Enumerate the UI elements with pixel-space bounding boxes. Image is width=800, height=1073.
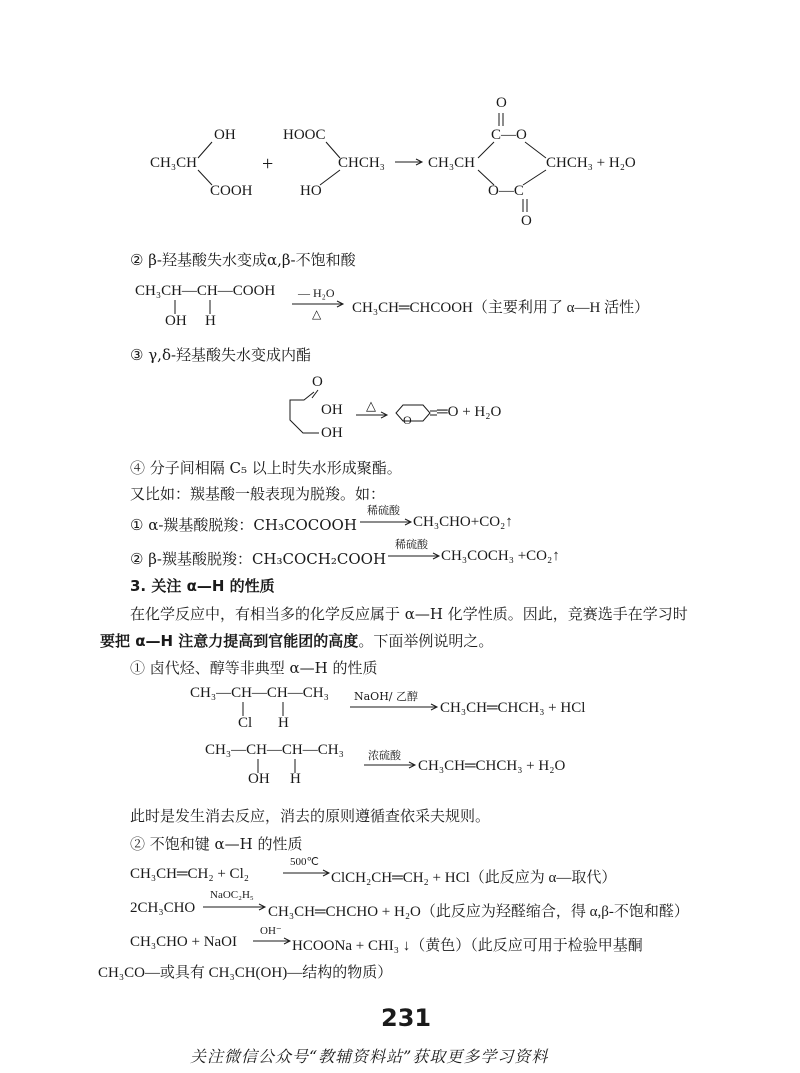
section-decarboxylation: 又比如：羰基酸一般表现为脱羧。如： xyxy=(130,485,386,503)
page-number: 231 xyxy=(381,1004,432,1032)
alc-oh: OH xyxy=(248,771,270,787)
r2-main: CHCH₃ xyxy=(338,155,385,171)
lactone-o-eq: ═O + H₂O xyxy=(437,404,502,420)
halo-cl: Cl xyxy=(238,715,253,731)
lactone-oh2: OH xyxy=(321,425,343,441)
lactone-cond: △ xyxy=(366,398,376,413)
section-beta-hydroxy: ② β-羟基酸失水变成α,β-不饱和酸 xyxy=(130,251,356,269)
alc-product: CH₃CH═CHCH₃ + H₂O xyxy=(418,758,566,774)
alpha-decarb-lhs: ① α-羰基酸脱羧：CH₃COCOOH xyxy=(130,516,357,534)
p-c-o: C—O xyxy=(491,127,527,143)
unsat2-cond: NaOC₂H₅ xyxy=(210,889,254,901)
beta-decarb-lhs: ② β-羰基酸脱羧：CH₃COCH₂COOH xyxy=(130,550,387,568)
unsat3-cond: OH⁻ xyxy=(260,925,282,937)
heading-alpha-h: 3. 关注 α—H 的性质 xyxy=(130,577,275,595)
r1-main: CH₃CH xyxy=(150,155,197,171)
beta-decarb-cond: 稀硫酸 xyxy=(395,538,428,551)
unsat1-cond: 500℃ xyxy=(290,856,319,868)
lactone-ring-o: O xyxy=(403,413,412,427)
unsat1-lhs: CH₃CH═CH₂ + Cl₂ xyxy=(130,866,249,882)
bond-r1-oh xyxy=(198,142,212,158)
bond-r2-hooc xyxy=(326,142,340,158)
r2-hooc: HOOC xyxy=(283,127,326,143)
lactone-o-top: O xyxy=(312,374,323,390)
footer-watermark: 关注微信公众号“教辅资料站”获取更多学习资料 xyxy=(190,1047,549,1066)
bond-ring-4 xyxy=(523,170,546,185)
beta-decarb-rhs: CH₃COCH₃ +CO₂↑ xyxy=(441,548,560,564)
p-o-bottom: O xyxy=(521,213,532,229)
alpha-decarb-cond: 稀硫酸 xyxy=(367,504,400,517)
lactone-ring xyxy=(396,405,430,421)
section-gamma-delta: ③ γ,δ-羟基酸失水变成内酯 xyxy=(130,346,312,364)
paragraph-alpha-h-2-rest: 。下面举例说明之。 xyxy=(358,632,494,650)
bond-acid-co xyxy=(312,390,318,398)
unsat3-lhs: CH₃CHO + NaOI xyxy=(130,934,238,950)
paragraph-elimination: 此时是发生消去反应，消去的原则遵循查依采夫规则。 xyxy=(130,807,491,825)
alpha-decarb-rhs: CH₃CHO+CO₂↑ xyxy=(413,514,513,530)
beta-chain: CH₃CH—CH—COOH xyxy=(135,283,276,299)
unsat3-rhs: HCOONa + CHI₃ ↓（黄色）（此反应可用于检验甲基酮 xyxy=(292,938,643,954)
bond-ring-3 xyxy=(478,170,494,185)
beta-product: CH₃CH═CHCOOH（主要利用了 α—H 活性） xyxy=(352,300,650,316)
r1-oh: OH xyxy=(214,127,236,143)
r1-cooh: COOH xyxy=(210,183,253,199)
paragraph-alpha-h-2-bold: 要把 α—H 注意力提高到官能团的高度 xyxy=(100,632,359,650)
alc-cond: 浓硫酸 xyxy=(368,749,401,762)
beta-oh: OH xyxy=(165,313,187,329)
alc-chain: CH₃—CH—CH—CH₃ xyxy=(205,742,344,758)
bond-r2-ho xyxy=(320,170,340,185)
section-haloalkane: ① 卤代烃、醇等非典型 α—H 的性质 xyxy=(130,659,378,677)
beta-cond-bottom: △ xyxy=(312,307,322,321)
r2-ho: HO xyxy=(300,183,322,199)
unsat1-rhs: ClCH₂CH═CH₂ + HCl（此反应为 α—取代） xyxy=(331,870,617,886)
beta-h: H xyxy=(205,313,216,329)
bond-ring-1 xyxy=(478,142,494,158)
alc-h: H xyxy=(290,771,301,787)
halo-product: CH₃CH═CHCH₃ + HCl xyxy=(440,700,586,716)
beta-cond-top: — H₂O xyxy=(298,286,335,300)
lactone-oh1: OH xyxy=(321,402,343,418)
unsat2-rhs: CH₃CH═CHCHO + H₂O（此反应为羟醛缩合，得 α,β-不饱和醛） xyxy=(268,904,689,920)
section-polyester: ④ 分子间相隔 C₅ 以上时失水形成聚酯。 xyxy=(130,459,402,477)
paragraph-alpha-h-1: 在化学反应中，有相当多的化学反应属于 α—H 化学性质。因此，竞赛选手在学习时 xyxy=(130,605,688,623)
section-unsaturated: ② 不饱和键 α—H 的性质 xyxy=(130,835,303,853)
halo-h: H xyxy=(278,715,289,731)
bond-ring-2 xyxy=(525,142,546,158)
p-o-c: O—C xyxy=(488,183,524,199)
hydroxy-acid-chain xyxy=(290,392,319,433)
p-right: CHCH₃ + H₂O xyxy=(546,155,636,171)
bond-r1-cooh xyxy=(198,170,212,185)
halo-cond: NaOH/ 乙醇 xyxy=(354,690,418,703)
p-o-top: O xyxy=(496,95,507,111)
p-left: CH₃CH xyxy=(428,155,475,171)
plus-sign: + xyxy=(262,153,274,175)
halo-chain: CH₃—CH—CH—CH₃ xyxy=(190,685,329,701)
unsat3-cont: CH₃CO—或具有 CH₃CH(OH)—结构的物质） xyxy=(98,965,393,981)
unsat2-lhs: 2CH₃CHO xyxy=(130,900,196,916)
